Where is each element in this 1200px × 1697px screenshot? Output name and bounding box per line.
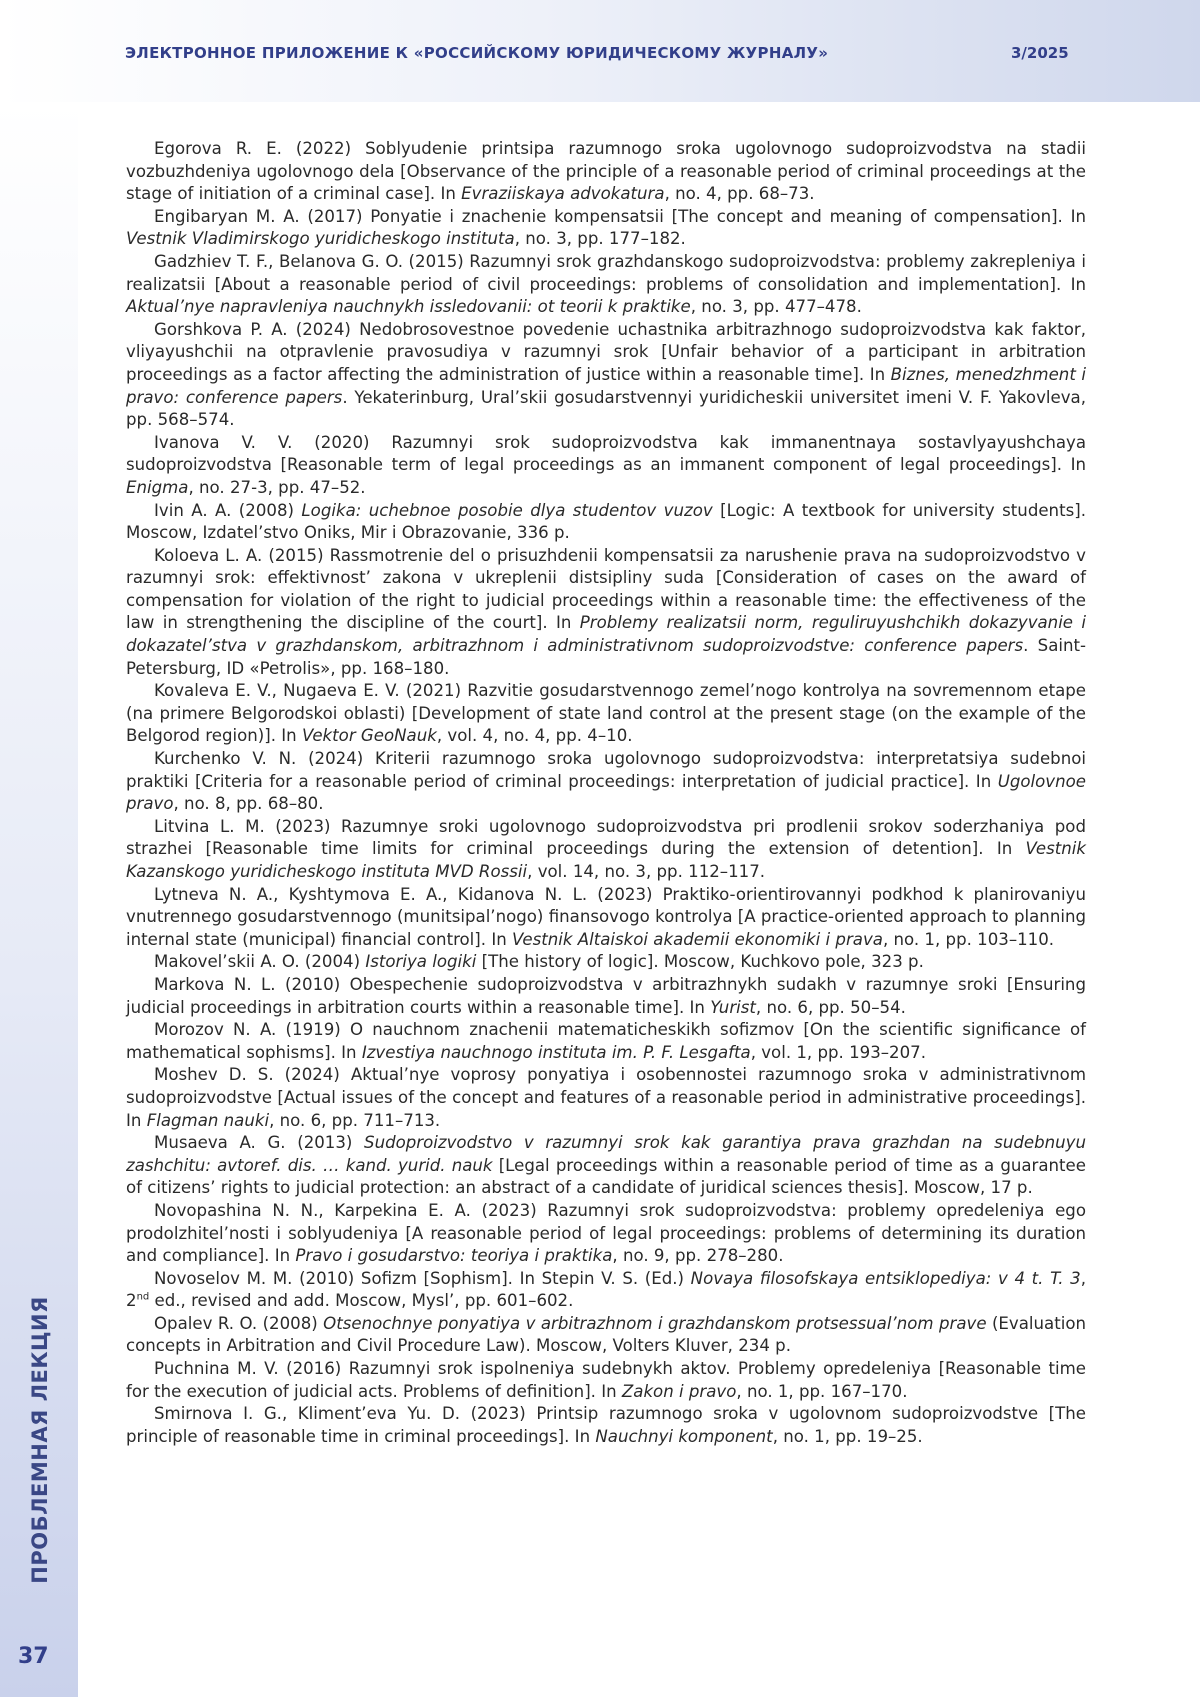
issue-number: 3/2025 (1011, 44, 1069, 62)
reference-italic: Istoriya logiki (365, 952, 477, 972)
reference-pre: Novoselov M. M. (2010) Sofizm [Sophism]. In Stepin V. S. (Ed.) (154, 1268, 691, 1288)
reference-post: [Logic: A textbook for university students]. Moscow, Izdatel’stvo Oniks, Mir i Obrazovanie, 336 p. (126, 500, 1086, 543)
journal-header (0, 0, 1200, 102)
reference-pre: Moshev D. S. (2024) Aktual’nye voprosy ponyatiya i osobennostei razumnogo sroka v administrativnom sudoproizvodstve [Actual issues of the concept and features of a reasonable period in administrative proceedings]. In (126, 1065, 1086, 1130)
reference-italic: Zakon i pravo (621, 1381, 737, 1401)
reference-post: , vol. 1, pp. 193–207. (750, 1042, 927, 1062)
reference-post: , vol. 14, no. 3, pp. 112–117. (527, 862, 766, 881)
journal-title: ЭЛЕКТРОННОЕ ПРИЛОЖЕНИЕ К «РОССИЙСКОМУ ЮРИДИЧЕСКОМУ ЖУРНАЛУ» (125, 44, 829, 62)
reference-italic: Enigma (126, 477, 189, 497)
reference-italic: Novaya filosofskaya entsiklopediya: v 4 t. T. 3 (690, 1268, 1081, 1288)
reference-pre: Litvina L. M. (2023) Razumnye sroki ugolovnogo sudoproizvodstva pri prodlenii srokov soderzhaniya pod strazhei [Reasonable time limits for criminal proceedings during the extension of detention]. In (126, 816, 1086, 859)
reference-italic: Biznes, menedzhment i pravo: conference papers (126, 364, 1086, 407)
reference-pre: Ivin A. A. (2008) (154, 500, 302, 520)
reference-item (126, 1200, 1086, 1268)
reference-item (126, 951, 1086, 974)
reference-pre: Koloeva L. A. (2015) Rassmotrenie del o prisuzhdenii kompensatsii za narushenie prava na sudoproizvodstvo v razumnyi srok: effektivnost’ zakona v ukreplenii distsipliny suda [Consideration of cases on the award of compensation for violation of the right to judicial proceedings within a reasonable time: the effectiveness of the law in strengthening the discipline of the court]. In (126, 545, 1086, 633)
reference-item (126, 974, 1086, 1019)
reference-pre: Novopashina N. N., Karpekina E. A. (2023) Razumnyi srok sudoproizvodstva: problemy opredeleniya ego prodolzhitel’nosti i soblyudeniya [A reasonable period of legal proceedings: problems of determining its duration and compliance]. In (126, 1200, 1086, 1266)
reference-italic: Sudoproizvodstvo v razumnyi srok kak garantiya prava grazhdan na sudebnuyu zashchitu: avtoref. dis. … kand. yurid. nauk (126, 1133, 1086, 1175)
section-label: ПРОБЛЕМНАЯ ЛЕКЦИЯ (28, 1296, 52, 1584)
reference-italic: Vestnik Vladimirskogo yuridicheskogo instituta (126, 229, 515, 249)
reference-pre: Lytneva N. A., Kyshtymova E. A., Kidanova N. L. (2023) Praktiko-orientirovannyi podkhod k planirovaniyu vnutrennego gosudarstvennogo (munitsipal’nogo) finansovogo kontrolya [A practice-oriented approach to planning internal state (municipal) financial control]. In (126, 884, 1086, 949)
reference-sup: nd (136, 1291, 150, 1303)
reference-pre: Musaeva A. G. (2013) (154, 1133, 365, 1153)
reference-pre: Makovel’skii A. O. (2004) (154, 952, 366, 972)
reference-pre: Markova N. L. (2010) Obespechenie sudoproizvodstva v arbitrazhnykh sudakh v razumnye sroki [Ensuring judicial proceedings in arbitration courts within a reasonable time]. In (126, 974, 1086, 1017)
reference-post: [Legal proceedings within a reasonable period of time as a guarantee of citizens’ rights to judicial protection: an abstract of a candidate of juridical sciences thesis]. Moscow, 17 p. (126, 1155, 1086, 1198)
reference-italic: Vestnik Altaiskoi akademii ekonomiki i prava (512, 929, 883, 949)
reference-item (126, 1268, 1086, 1313)
reference-pre: Opalev R. O. (2008) (154, 1313, 324, 1333)
reference-pre: Gadzhiev T. F., Belanova G. O. (2015) Razumnyi srok grazhdanskogo sudoproizvodstva: problemy zakrepleniya i realizatsii [About a reasonable period of civil proceedings: problems of consolidation and implementation]. In (126, 251, 1086, 294)
reference-italic: Logika: uchebnoe posobie dlya studentov vuzov (301, 500, 713, 520)
reference-pre: Engibaryan M. A. (2017) Ponyatie i znachenie kompensatsii [The concept and meaning of compensation]. In (154, 206, 1086, 226)
reference-item (126, 138, 1086, 206)
reference-post: , no. 4, pp. 68–73. (664, 184, 815, 204)
reference-item (126, 1064, 1086, 1132)
reference-pre: Smirnova I. G., Kliment’eva Yu. D. (2023) Printsip razumnogo sroka v ugolovnom sudoproizvodstve [The principle of reasonable time in criminal proceedings]. In (126, 1404, 1086, 1446)
reference-post: , 2 (126, 1268, 1086, 1311)
reference-post2: ed., revised and add. Moscow, Mysl’, pp. 601–602. (149, 1291, 574, 1311)
reference-item (126, 680, 1086, 748)
reference-post: , vol. 4, no. 4, pp. 4–10. (436, 726, 633, 746)
page-number: 37 (18, 1644, 49, 1669)
reference-item (126, 748, 1086, 816)
reference-italic: Otsenochnye ponyatiya v arbitrazhnom i grazhdanskom protsessual’nom prave (323, 1313, 987, 1333)
reference-item (126, 500, 1086, 545)
reference-pre: Kovaleva E. V., Nugaeva E. V. (2021) Razvitie gosudarstvennogo zemel’nogo kontrolya na sovremennom etape (na primere Belgorodskoi oblasti) [Development of state land control at the present stage (on the example of the Belgorod region)]. In (126, 681, 1086, 746)
reference-post: , no. 3, pp. 477–478. (690, 297, 862, 317)
reference-item (126, 1132, 1086, 1200)
reference-item (126, 884, 1086, 952)
reference-pre: Gorshkova P. A. (2024) Nedobrosovestnoe povedenie uchastnika arbitrazhnogo sudoproizvodstva kak faktor, vliyayushchii na otpravlenie pravosudiya v razumnyi srok [Unfair behavior of a participant in arbitration proceedings as a factor affecting the administration of justice within a reasonable time]. In (126, 319, 1086, 384)
reference-italic: Flagman nauki (146, 1110, 270, 1130)
reference-post: , no. 1, pp. 19–25. (772, 1426, 923, 1446)
reference-item (126, 1358, 1086, 1403)
reference-post: , no. 1, pp. 167–170. (736, 1381, 908, 1401)
reference-item (126, 545, 1086, 681)
reference-post: , no. 3, pp. 177–182. (514, 229, 686, 249)
reference-italic: Yurist (710, 997, 756, 1017)
reference-pre: Egorova R. E. (2022) Soblyudenie printsipa razumnogo sroka ugolovnogo sudoproizvodstva na stadii vozbuzhdeniya ugolovnogo dela [Observance of the principle of a reasonable period of criminal proceedings at the stage of initiation of a criminal case]. In (126, 139, 1086, 204)
reference-pre: Morozov N. A. (1919) O nauchnom znachenii matematicheskikh sofizmov [On the scientific significance of mathematical sophisms]. In (126, 1020, 1086, 1062)
reference-post: , no. 27-3, pp. 47–52. (188, 477, 366, 497)
reference-italic: Problemy realizatsii norm, reguliruyushchikh dokazyvanie i dokazatel’stva v grazhdanskom, arbitrazhnom i administrativnom sudoproizvodstve: conference papers (126, 613, 1086, 656)
reference-pre: Kurchenko V. N. (2024) Kriterii razumnogo sroka ugolovnogo sudoproizvodstva: interpretatsiya sudebnoi praktiki [Criteria for a reasonable period of criminal proceedings: interpretation of judicial practice]. In (126, 749, 1086, 791)
reference-post: , no. 8, pp. 68–80. (173, 794, 324, 814)
reference-pre: Ivanova V. V. (2020) Razumnyi srok sudoproizvodstva kak immanentnaya sostavlyayushchaya sudoproizvodstva [Reasonable term of legal proceedings as an immanent component of legal proceedings]. In (126, 432, 1086, 475)
reference-item (126, 1313, 1086, 1358)
reference-italic: Izvestiya nauchnogo instituta im. P. F. Lesgafta (361, 1042, 751, 1062)
reference-italic: Ugolovnoe pravo (126, 771, 1086, 814)
reference-post: , no. 6, pp. 711–713. (269, 1110, 441, 1130)
reference-post: . Saint-Petersburg, ID «Petrolis», pp. 168–180. (126, 636, 1087, 678)
reference-italic: Pravo i gosudarstvo: teoriya i praktika (295, 1246, 613, 1266)
reference-item (126, 1019, 1086, 1064)
reference-post: , no. 6, pp. 50–54. (755, 997, 906, 1017)
reference-pre: Puchnina M. V. (2016) Razumnyi srok ispolneniya sudebnykh aktov. Problemy opredeleniya [Reasonable time for the execution of judicial acts. Problems of definition]. In (126, 1359, 1086, 1401)
reference-post: (Evaluation concepts in Arbitration and Civil Procedure Law). Moscow, Volters Kluver, 234 p. (126, 1313, 1086, 1356)
reference-italic: Vektor GeoNauk (301, 726, 437, 746)
reference-item (126, 432, 1086, 500)
reference-italic: Evraziiskaya advokatura (461, 184, 665, 204)
reference-item (126, 251, 1086, 319)
reference-item (126, 1403, 1086, 1448)
reference-item (126, 816, 1086, 884)
reference-item (126, 319, 1086, 432)
reference-post: . Yekaterinburg, Ural’skii gosudarstvennyi yuridicheskii universitet imeni V. F. Yakovleva, pp. 568–574. (126, 387, 1086, 430)
reference-post: , no. 1, pp. 103–110. (882, 929, 1055, 949)
reference-list (126, 138, 1086, 1448)
reference-post: [The history of logic]. Moscow, Kuchkovo pole, 323 p. (476, 952, 924, 972)
reference-post: , no. 9, pp. 278–280. (612, 1246, 784, 1266)
reference-italic: Aktual’nye napravleniya nauchnykh issledovanii: ot teorii k praktike (126, 297, 691, 317)
reference-italic: Nauchnyi komponent (595, 1426, 773, 1446)
reference-item (126, 206, 1086, 251)
reference-italic: Vestnik Kazanskogo yuridicheskogo instituta MVD Rossii (126, 839, 1086, 881)
